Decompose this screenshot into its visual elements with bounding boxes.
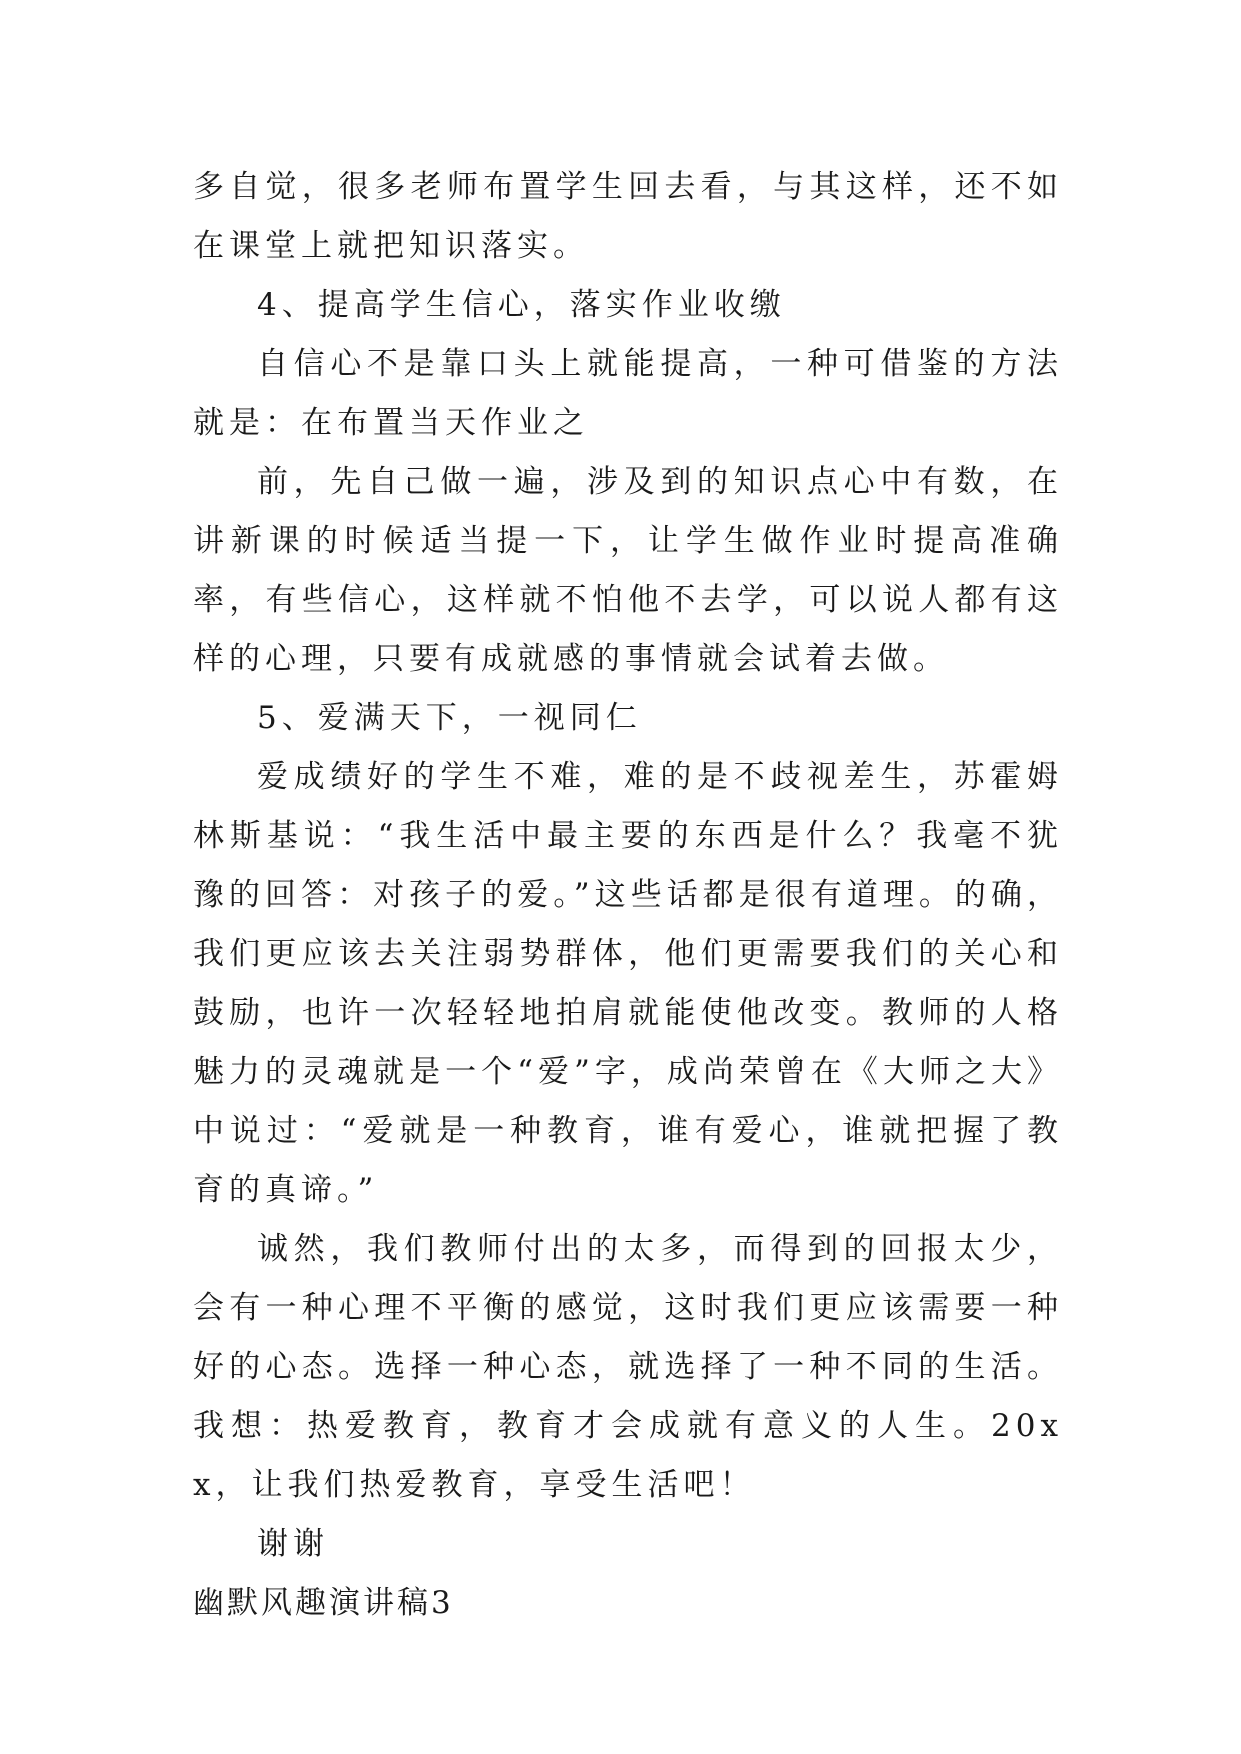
next-speech-title: 幽默风趣演讲稿3 xyxy=(193,1585,454,1621)
paragraph-confidence-method: 前，先自己做一遍，涉及到的知识点心中有数，在讲新课的时候适当提一下，让学生做作业时提高准确率，有些信心，这样就不怕他不去学，可以说人都有这样的心理，只要有成就感的事情就会试着去做。 xyxy=(193,464,1063,677)
section-heading-4: 4、提高学生信心，落实作业收缴 xyxy=(257,287,786,323)
paragraph-confidence-intro: 自信心不是靠口头上就能提高，一种可借鉴的方法就是：在布置当天作业之 xyxy=(193,346,1063,441)
paragraph-conclusion: 诚然，我们教师付出的太多，而得到的回报太少，会有一种心理不平衡的感觉，这时我们更应该需要一种好的心态。选择一种心态，就选择了一种不同的生活。我想：热爱教育，教育才会成就有意义的人生。20xx，让我们热爱教育，享受生活吧！ xyxy=(193,1231,1063,1503)
paragraph-love-students: 爱成绩好的学生不难，难的是不歧视差生，苏霍姆林斯基说：“我生活中最主要的东西是什么？我毫不犹豫的回答：对孩子的爱。”这些话都是很有道理。的确，我们更应该去关注弱势群体，他们更需要我们的关心和鼓励，也许一次轻轻地拍肩就能使他改变。教师的人格魅力的灵魂就是一个“爱”字，成尚荣曾在《大师之大》中说过：“爱就是一种教育，谁有爱心，谁就把握了教育的真谛。” xyxy=(193,759,1063,1208)
paragraph-continuation: 多自觉，很多老师布置学生回去看，与其这样，还不如在课堂上就把知识落实。 xyxy=(193,169,1063,264)
thanks-line: 谢谢 xyxy=(257,1526,329,1562)
document-body xyxy=(193,158,1063,1633)
section-heading-5: 5、爱满天下，一视同仁 xyxy=(257,700,642,736)
